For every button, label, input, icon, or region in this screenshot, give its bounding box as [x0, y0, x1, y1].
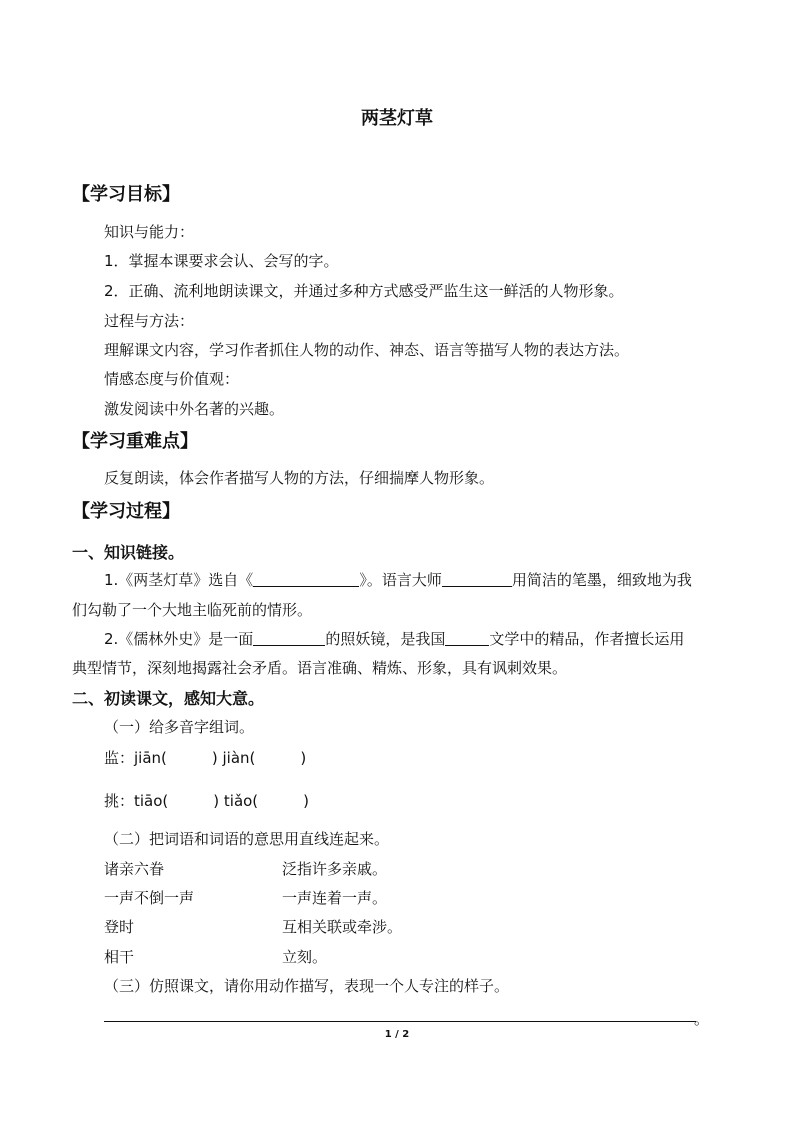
match-word[interactable]: 登时 — [104, 918, 135, 936]
question-2-line-1: 2.《儒林外史》是一面 的照妖镜，是我国 文学中的精品，作者擅长运用 — [104, 630, 685, 648]
part-heading-knowledge-link: 一、知识链接。 — [72, 543, 185, 562]
section-heading-process: 【学习过程】 — [72, 501, 180, 522]
question-2-line-2: 典型情节，深刻地揭露社会矛盾。语言准确、精炼、形象，具有讽刺效果。 — [72, 659, 568, 677]
sub-question-imitation: （三）仿照课文，请你用动作描写，表现一个人专注的样子。 — [104, 977, 510, 995]
match-word[interactable]: 相干 — [104, 948, 135, 966]
polyphonic-jian-row[interactable]: 监：jiān( ) jiàn( ) — [104, 749, 307, 767]
match-meaning[interactable]: 立刻。 — [282, 948, 328, 966]
match-word[interactable]: 诸亲六眷 — [104, 860, 165, 878]
match-meaning[interactable]: 一声连着一声。 — [282, 889, 388, 907]
answer-end-mark: 。 — [694, 1010, 710, 1028]
fill-blank-literature[interactable] — [445, 630, 489, 646]
match-meaning[interactable]: 泛指许多亲戚。 — [282, 860, 388, 878]
answer-line[interactable] — [104, 1021, 696, 1022]
match-word[interactable]: 一声不倒一声 — [104, 889, 195, 907]
objective-line: 理解课文内容，学习作者抓住人物的动作、神态、语言等描写人物的表达方法。 — [104, 341, 630, 359]
objective-line: 2．正确、流利地朗读课文，并通过多种方式感受严监生这一鲜活的人物形象。 — [104, 282, 624, 300]
objective-line: 知识与能力： — [104, 223, 195, 241]
fill-blank-mirror[interactable] — [253, 630, 325, 646]
polyphonic-tiao-row[interactable]: 挑：tiāo( ) tiǎo( ) — [104, 792, 310, 810]
section-heading-objectives: 【学习目标】 — [72, 184, 180, 205]
part-heading-first-reading: 二、初读课文，感知大意。 — [72, 689, 265, 708]
objective-line: 过程与方法： — [104, 312, 195, 330]
question-1-line-2: 们勾勒了一个大地主临死前的情形。 — [72, 601, 313, 619]
document-title: 两茎灯草 — [361, 108, 433, 129]
key-points-text: 反复朗读，体会作者描写人物的方法，仔细揣摩人物形象。 — [104, 469, 495, 487]
question-1-line-1: 1.《两茎灯草》选自《 》。语言大师 用简洁的笔墨，细致地为我 — [104, 571, 692, 589]
fill-blank-book[interactable] — [253, 571, 359, 587]
section-heading-key-points: 【学习重难点】 — [72, 431, 198, 452]
page-number: 1 / 2 — [384, 1029, 410, 1040]
objective-line: 激发阅读中外名著的兴趣。 — [104, 400, 285, 418]
match-meaning[interactable]: 互相关联或牵涉。 — [282, 918, 403, 936]
sub-question-matching: （二）把词语和词语的意思用直线连起来。 — [104, 830, 390, 848]
objective-line: 1．掌握本课要求会认、会写的字。 — [104, 252, 339, 270]
sub-question-polyphonic: （一）给多音字组词。 — [104, 718, 255, 736]
fill-blank-author[interactable] — [442, 571, 512, 587]
objective-line: 情感态度与价值观： — [104, 370, 240, 388]
